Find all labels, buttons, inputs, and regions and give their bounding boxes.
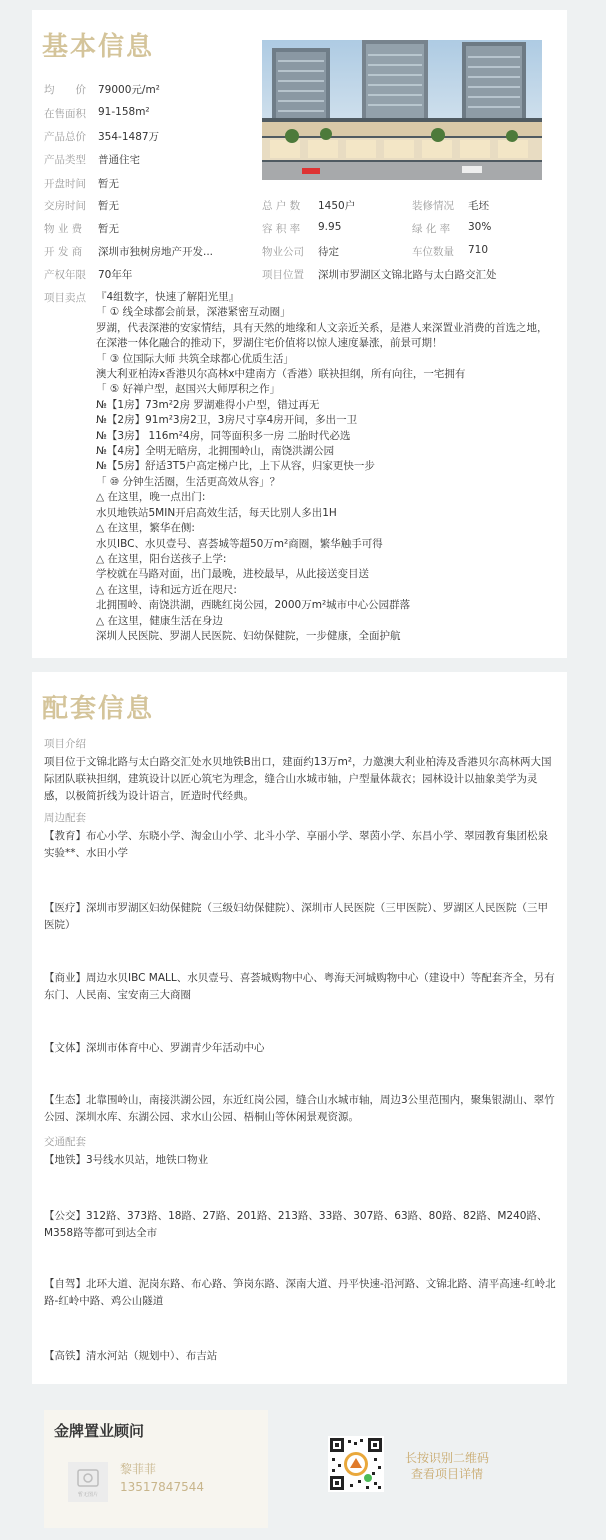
commerce-text: 【商业】周边水贝IBC MALL、水贝壹号、喜荟城购物中心、粤海天河城购物中心（建设中）等配套齐全，另有东门、人民南、宝安南三大商圈: [44, 972, 555, 1001]
building-rendering-image: [262, 40, 542, 180]
info-row-parking: [412, 244, 562, 260]
support-info-title: 配套信息: [42, 694, 155, 724]
info-row-delivery-date: [44, 198, 254, 214]
basic-info-title: 基本信息: [42, 32, 155, 62]
info-label: 产权年限: [44, 269, 86, 281]
selling-point-line: 北拥围岭、南饶洪湖，西眺红岗公园，2000万m²城市中心公园群落: [96, 599, 411, 612]
selling-point-line: 水贝地铁站5MIN开启高效生活，每天比别人多出1H: [96, 506, 337, 519]
selling-point-line: 学校就在马路对面，出门最晚，进校最早，从此接送变目送: [96, 568, 369, 581]
basic-info-card: [32, 10, 567, 658]
project-hero-image[interactable]: [262, 40, 542, 180]
info-value: 待定: [318, 246, 339, 258]
project-intro-text: 项目位于文锦北路与太白路交汇处水贝地铁B出口，建面约13万m²，力邀澳大利业柏涛及香港贝尔高林两大国际团队联袂担纲，建筑设计以匠心筑宅为理念，缝合山水城市轴，户型量体裁衣；园林设计以抽象美学为灵感，以极简折线为设计语言，匠造时代经典。: [44, 756, 552, 802]
nearby-facilities-label: 周边配套: [44, 812, 86, 824]
info-label: 物业公司: [262, 246, 304, 258]
selling-point-line: △ 在这里，繁华在侧:: [96, 522, 195, 535]
info-label: 容 积 率: [262, 223, 301, 235]
info-row-open-date: [44, 176, 254, 192]
info-value: 暂无: [98, 200, 119, 212]
qr-code[interactable]: [328, 1436, 384, 1492]
selling-point-line: 「 ⑩ 分钟生活圈，生活更高效从容」？: [96, 475, 281, 488]
info-label: 产品类型: [44, 154, 86, 166]
info-value: 30%: [468, 221, 492, 233]
info-row-green-rate: [412, 221, 562, 237]
info-label: 总 户 数: [262, 200, 301, 212]
selling-point-line: 『4组数字，快速了解阳光里』: [96, 291, 240, 303]
info-row-decoration: [412, 198, 562, 214]
info-label: 在售面积: [44, 108, 86, 120]
ecology-text: 【生态】北靠围岭山，南接洪湖公园，东近红岗公园，缝合山水城市轴，周边3公里范围内，聚集银湖山、翠竹公园、深圳水库、东湖公园、求水山公园、梧桐山等休闲景观资源。: [44, 1094, 555, 1123]
info-value: 1450户: [318, 200, 356, 212]
selling-point-line: №【2房】91m²3房2卫，3房尺寸享4房开间，多出一卫: [96, 414, 358, 427]
info-label: 项目位置: [262, 269, 304, 281]
info-row-property-company: [262, 244, 402, 260]
qr-code-image: [328, 1436, 384, 1492]
info-value: 毛坯: [468, 200, 489, 212]
selling-point-line: △ 在这里，健康生活在身边: [96, 614, 223, 627]
metro-text: 【地铁】3号线水贝站，地铁口物业: [44, 1154, 209, 1166]
selling-point-line: 「 ① 线全球都会前景，深港紧密互动圈」: [96, 306, 291, 319]
info-value: 710: [468, 244, 489, 256]
agent-avatar: [68, 1462, 108, 1502]
selling-point-line: №【5房】舒适3T5户高定梯户比，上下从容，归家更快一步: [96, 460, 375, 473]
info-value: 深圳市罗湖区文锦北路与太白路交汇处: [318, 269, 497, 281]
agent-name: 黎菲菲: [120, 1462, 157, 1476]
info-label: 项目卖点: [44, 292, 86, 304]
info-value: 深圳市独树房地产开发...: [98, 246, 214, 258]
info-value: 79000元/m²: [98, 84, 160, 96]
selling-point-line: №【4房】全明无暗房，北拥围岭山，南饶洪湖公园: [96, 445, 335, 458]
selling-point-line: △ 在这里，晚一点出门:: [96, 491, 206, 504]
selling-point-line: △ 在这里，阳台送孩子上学:: [96, 552, 227, 565]
avatar-placeholder-icon: [68, 1462, 108, 1502]
info-row-area: [44, 106, 254, 122]
selling-point-line: №【1房】73m²2房 罗湖难得小户型，错过再无: [96, 398, 320, 411]
qr-hint-line2: 查看项目详情: [410, 1467, 483, 1481]
info-row-price: [44, 82, 254, 98]
selling-point-line: 「 ⑤ 好禅户型，赵国兴大师厚积之作」: [96, 383, 281, 396]
info-label: 产品总价: [44, 131, 86, 143]
qr-hint-text: [392, 1450, 502, 1482]
selling-point-line: 深圳人民医院、罗湖人民医院、妇幼保健院，一步健康，全面护航: [96, 629, 401, 642]
selling-point-line: 「 ③ 位国际大师 共筑全球都心优质生活」: [96, 352, 294, 365]
medical-text: 【医疗】深圳市罗湖区妇幼保健院（三级妇幼保健院）、深圳市人民医院（三甲医院）、罗湖区人民医院（三甲医院）: [44, 902, 548, 931]
selling-point-line: №【3房】 116m²4房，同等面积多一房 二胎时代必选: [96, 429, 351, 442]
selling-point-line: 水贝IBC、水贝壹号、喜荟城等超50万m²商圈，繁华触手可得: [96, 537, 383, 550]
info-value: 暂无: [98, 178, 119, 190]
info-label: 物 业 费: [44, 223, 83, 235]
info-label: 装修情况: [412, 200, 454, 212]
project-intro-label: 项目介绍: [44, 738, 86, 750]
selling-points-text: [96, 290, 556, 644]
info-row-total-price: [44, 129, 254, 145]
info-label: 均 价: [44, 84, 86, 96]
info-row-property-fee: [44, 221, 254, 237]
info-label: 交房时间: [44, 200, 86, 212]
info-row-location: [262, 267, 562, 283]
education-text: 【教育】布心小学、东晓小学、淘金山小学、北斗小学、享丽小学、翠茵小学、东昌小学、翠园教育集团松泉实验**、水田小学: [44, 830, 548, 859]
info-row-product-type: [44, 152, 254, 168]
info-row-households: [262, 198, 402, 214]
info-label: 车位数量: [412, 246, 454, 258]
agent-card-title: 金牌置业顾问: [54, 1422, 145, 1440]
info-label: 开 发 商: [44, 246, 83, 258]
info-value: 70年年: [98, 269, 133, 281]
info-row-selling-points: [44, 290, 104, 306]
info-value: 9.95: [318, 221, 342, 233]
info-label: 绿 化 率: [412, 223, 451, 235]
info-label: 开盘时间: [44, 178, 86, 190]
info-value: 普通住宅: [98, 154, 140, 166]
info-row-plot-ratio: [262, 221, 402, 237]
info-value: 354-1487万: [98, 131, 160, 143]
info-value: 91-158m²: [98, 106, 150, 118]
culture-text: 【文体】深圳市体育中心、罗湖青少年活动中心: [44, 1042, 265, 1054]
selling-point-line: 罗湖，代表深港的安家情结，具有天然的地缘和人文亲近关系，是港人来深置业消费的首选之地，在深港一体化融合的推动下，罗湖住宅价值将以惊人速度暴涨，前景可期！: [96, 321, 548, 350]
support-info-card: [32, 672, 567, 1384]
selling-point-line: △ 在这里，诗和远方近在咫尺:: [96, 583, 237, 596]
bus-text: 【公交】312路、373路、18路、27路、201路、213路、33路、307路、63路、80路、82路、M240路、M358路等都可到达全市: [44, 1210, 548, 1239]
info-row-developer: [44, 244, 254, 260]
info-row-property-term: [44, 267, 254, 283]
agent-card[interactable]: [44, 1410, 268, 1528]
info-value: 暂无: [98, 223, 119, 235]
agent-phone-link[interactable]: 13517847544: [120, 1480, 204, 1494]
rail-text: 【高铁】清水河站（规划中）、布吉站: [44, 1350, 218, 1362]
selling-point-line: 澳大利亚柏涛x香港贝尔高林x中建南方（香港）联袂担纲，所有向往，一宅拥有: [96, 368, 466, 381]
qr-hint-line1: 长按识别二维码: [404, 1451, 489, 1465]
drive-text: 【自驾】北环大道、泥岗东路、布心路、笋岗东路、深南大道、丹平快速-沿河路、文锦北路、清平高速-红岭北路-红岭中路、鸡公山隧道: [44, 1278, 556, 1307]
avatar-caption: 暂无图片: [77, 1492, 99, 1498]
traffic-label: 交通配套: [44, 1136, 86, 1148]
